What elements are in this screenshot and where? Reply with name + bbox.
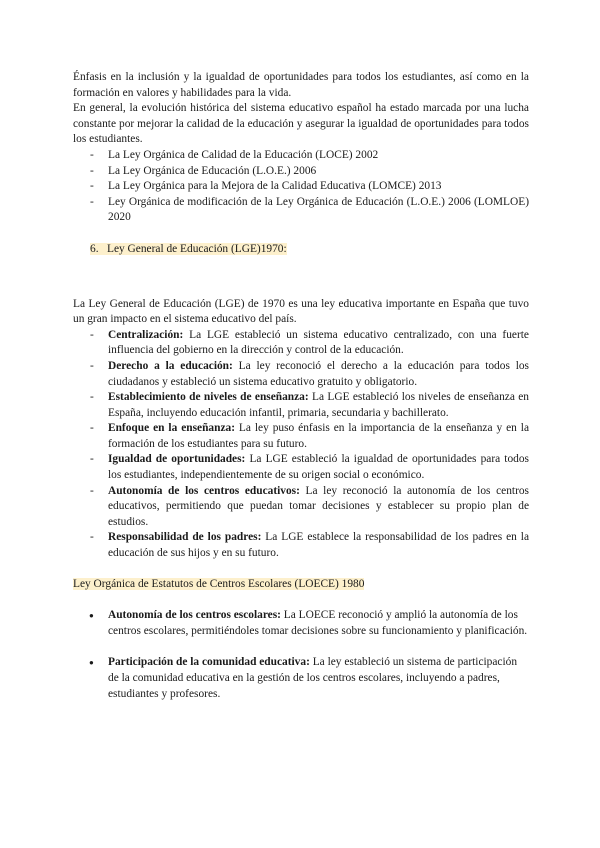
item-term: Derecho a la educación: (108, 359, 233, 372)
heading-number: 6. (90, 242, 99, 255)
intro-paragraph-1: Énfasis en la inclusión y la igualdad de oportunidades para todos los estudiantes, así como en la formación en valores y habilidades para la vida. (73, 71, 529, 99)
item-term: Centralización: (108, 328, 184, 341)
list-item: - La Ley Orgánica para la Mejora de la Calidad Educativa (LOMCE) 2013 (73, 179, 529, 195)
list-item (73, 359, 529, 390)
list-item (73, 484, 529, 531)
list-item (73, 452, 529, 483)
list-item (73, 390, 529, 421)
item-term: Igualdad de oportunidades: (108, 453, 246, 466)
laws-list (73, 148, 529, 226)
loece-features-list (73, 608, 529, 702)
section-heading-loece: Ley Orgánica de Estatutos de Centros Escolares (LOECE) 1980 (73, 577, 365, 590)
list-item (73, 530, 529, 561)
item-text: La LGE estableció los niveles de enseñanza en España, incluyendo educación infantil, primaria, secundaria y bachillerato. (108, 391, 529, 419)
item-term: Responsabilidad de los padres: (108, 531, 262, 544)
item-term: Participación de la comunidad educativa: (108, 656, 310, 669)
list-item (73, 655, 529, 702)
list-item (73, 328, 529, 359)
list-item: - La Ley Orgánica de Educación (L.O.E.) 2006 (73, 164, 529, 180)
document-page (73, 70, 529, 702)
item-term: Autonomía de los centros escolares: (108, 609, 281, 622)
list-item (73, 608, 529, 639)
item-term: Enfoque en la enseñanza: (108, 422, 235, 435)
lge-features-list (73, 328, 529, 562)
item-text: La ley puso énfasis en la importancia de la enseñanza y en la formación de los estudiantes para su futuro. (108, 422, 529, 450)
item-text: La ley estableció un sistema de participación de la comunidad educativa en la gestión de los centros escolares, incluyendo a padres, estudiantes y profesores. (108, 656, 518, 700)
item-text: La ley reconoció la autonomía de los centros educativos, permitiendo que puedan tomar decisiones y establecer su propio plan de estudios. (108, 484, 529, 528)
intro-paragraph-2: En general, la evolución histórica del sistema educativo español ha estado marcada por una lucha constante por mejorar la calidad de la educación y asegurar la igualdad de oportunidades para todos los estudiantes. (73, 102, 529, 146)
section-heading-lge (73, 242, 529, 258)
list-item (73, 421, 529, 452)
item-text: La LGE estableció un sistema educativo centralizado, con una fuerte influencia del gobierno en la dirección y control de la educación. (108, 328, 529, 357)
item-text: La LGE establece la responsabilidad de los padres en la educación de sus hijos y en su futuro. (108, 531, 530, 560)
item-text: La LGE estableció la igualdad de oportunidades para todos los estudiantes, independientemente de su origen social o económico. (108, 453, 529, 482)
heading-text: Ley General de Educación (LGE)1970: (107, 242, 287, 255)
lge-intro-paragraph: La Ley General de Educación (LGE) de 1970 es una ley educativa importante en España que tuvo un gran impacto en el sistema educativo del país. (73, 297, 529, 326)
list-item: - La Ley Orgánica de Calidad de la Educación (LOCE) 2002 (73, 148, 529, 164)
item-term: Autonomía de los centros educativos: (108, 484, 300, 497)
list-item: - Ley Orgánica de modificación de la Ley Orgánica de Educación (L.O.E.) 2006 (LOMLOE) 2020 (73, 195, 529, 226)
item-text: La ley reconoció el derecho a la educación para todos los ciudadanos y estableció un sistema educativo gratuito y obligatorio. (108, 359, 529, 388)
item-text: La LOECE reconoció y amplió la autonomía de los centros escolares, permitiéndoles tomar decisiones sobre su funcionamiento y planificación. (108, 609, 528, 637)
item-term: Establecimiento de niveles de enseñanza: (108, 391, 309, 404)
